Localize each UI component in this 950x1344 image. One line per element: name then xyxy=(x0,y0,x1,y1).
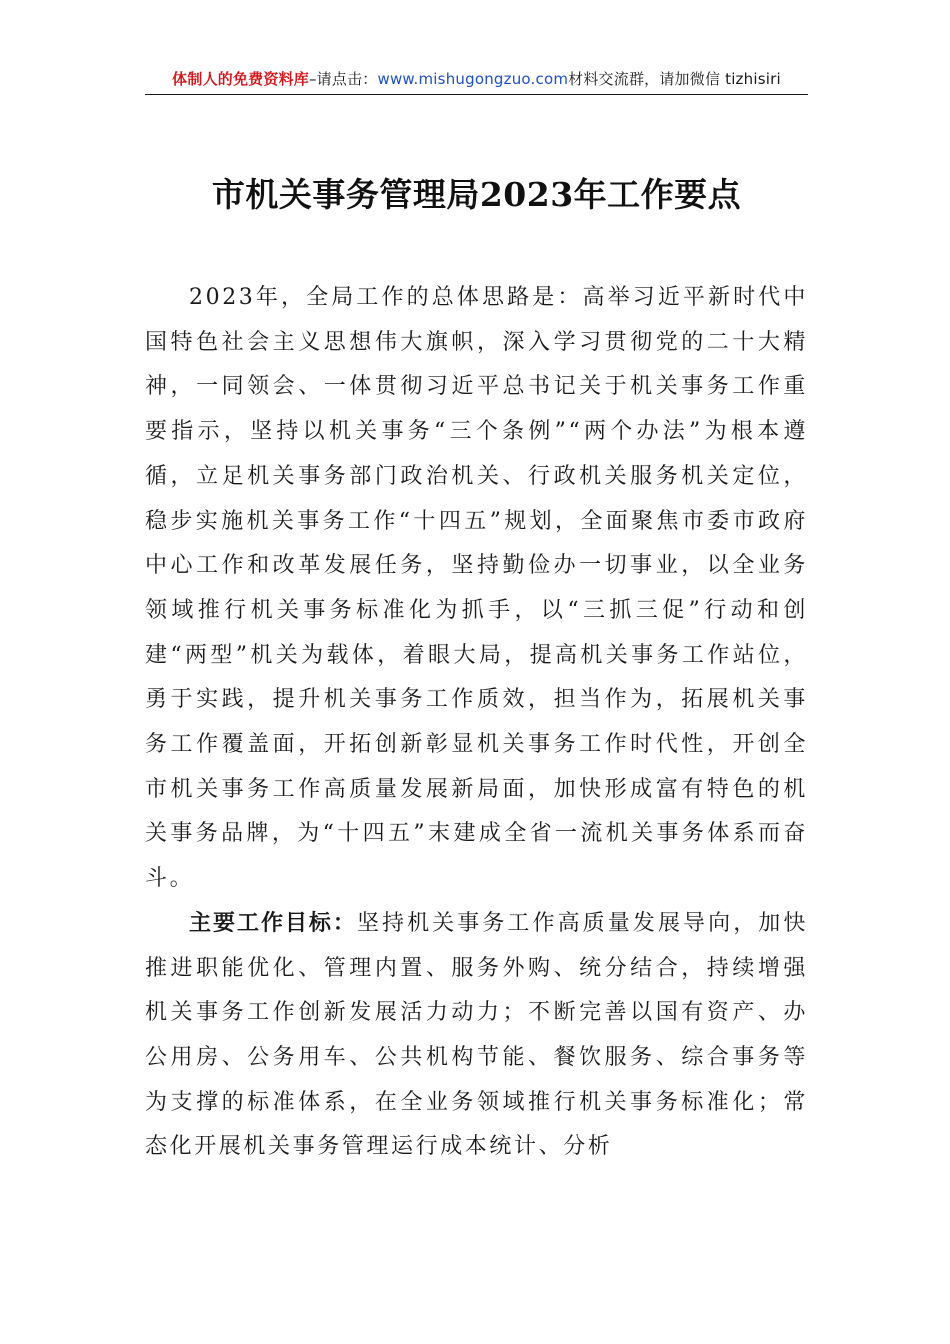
library-name: 体制人的免费资料库 xyxy=(172,70,309,88)
document-body xyxy=(145,276,808,1170)
paragraph-main-goals xyxy=(145,902,808,1170)
website-link[interactable]: www.mishugongzuo.com xyxy=(377,70,569,88)
header-divider xyxy=(145,94,808,95)
paragraph-text: 坚持机关事务工作高质量发展导向，加快推进职能优化、管理内置、服务外购、统分结合，持续增强机关事务工作创新发展活力动力；不断完善以国有资产、办公用房、公务用车、公共机构节能、餐饮服务、综合事务等为支撑的标准体系，在全业务领域推行机关事务标准化；常态化开展机关事务管理运行成本统计、分析 xyxy=(145,910,808,1160)
link-prompt: –请点击： xyxy=(308,70,378,88)
contact-text: 材料交流群，请加微信 tizhisiri xyxy=(568,70,781,88)
document-title: 市机关事务管理局2023年工作要点 xyxy=(211,175,742,214)
paragraph-text: 2023年，全局工作的总体思路是：高举习近平新时代中国特色社会主义思想伟大旗帜，深入学习贯彻党的二十大精神，一同领会、一体贯彻习近平总书记关于机关事务工作重要指示，坚持以机关事务“三个条例”“两个办法”为根本遵循，立足机关事务部门政治机关、行政机关服务机关定位，稳步实施机关事务工作“十四五”规划，全面聚焦市委市政府中心工作和改革发展任务，坚持勤俭办一切事业，以全业务领域推行机关事务标准化为抓手，以“三抓三促”行动和创建“两型”机关为载体，着眼大局，提高机关事务工作站位，勇于实践，提升机关事务工作质效，担当作为，拓展机关事务工作覆盖面，开拓创新彰显机关事务工作时代性，开创全市机关事务工作高质量发展新局面，加快形成富有特色的机关事务品牌，为“十四五”末建成全省一流机关事务体系而奋斗。 xyxy=(145,285,808,892)
paragraph-overall-approach xyxy=(145,276,808,902)
paragraph-lead: 主要工作目标： xyxy=(189,910,357,936)
promo-header xyxy=(145,64,808,94)
